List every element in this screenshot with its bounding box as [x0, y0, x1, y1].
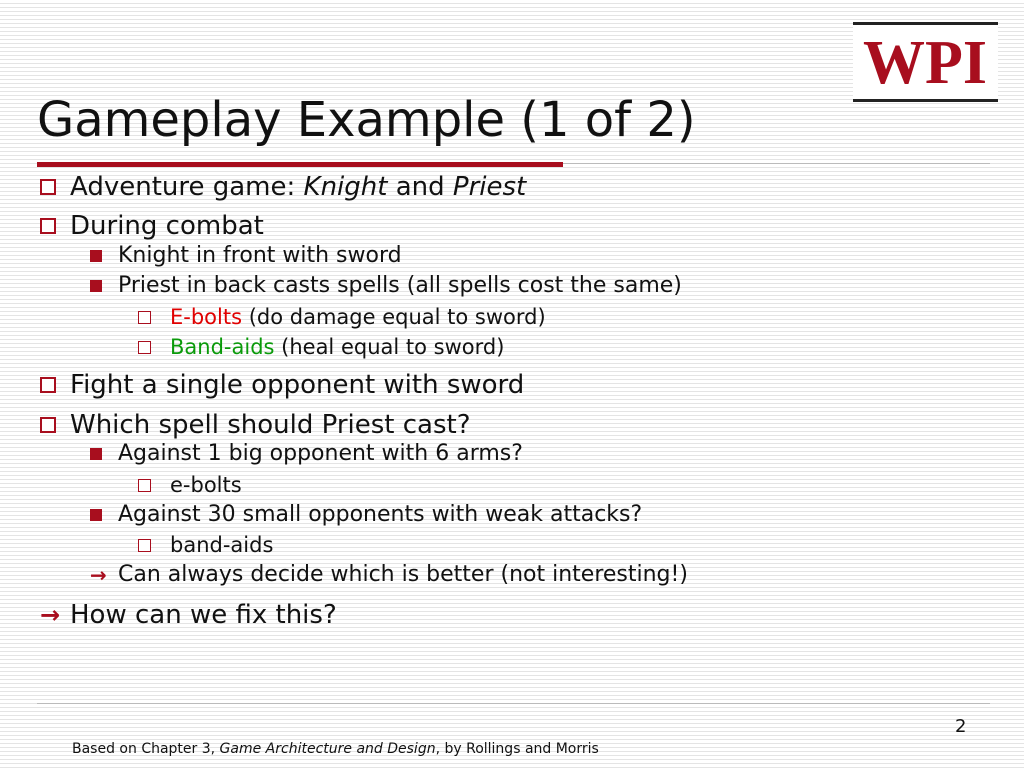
footer-citation: Based on Chapter 3, Game Architecture and Design, by Rollings and Morris — [72, 741, 599, 757]
bullet-text: Priest in back casts spells (all spells cost the same) — [118, 273, 682, 298]
sub-bullet-big-opponent — [90, 441, 523, 466]
wpi-logo-text: WPI — [863, 31, 987, 93]
bullet-text: Adventure game: Knight and Priest — [70, 172, 527, 202]
bullet-text: Against 30 small opponents with weak attacks? — [118, 502, 643, 527]
sub-sub-bullet-band-aids — [138, 533, 273, 557]
sub-bullet-priest — [90, 273, 682, 298]
filled-square-bullet-icon — [90, 441, 118, 466]
bullet-text: Knight in front with sword — [118, 243, 402, 268]
hollow-square-bullet-icon — [138, 305, 170, 329]
title-underline-rule — [563, 163, 990, 164]
sub-sub-bullet-ebolts — [138, 305, 546, 329]
bullet-text: How can we fix this? — [70, 600, 337, 630]
filled-square-bullet-icon — [90, 243, 118, 268]
ebolts-highlight: E-bolts — [170, 305, 243, 329]
hollow-square-bullet-icon — [138, 533, 170, 557]
arrow-right-icon: → — [40, 601, 61, 629]
bullet-text: Against 1 big opponent with 6 arms? — [118, 441, 523, 466]
page-number: 2 — [955, 716, 967, 737]
bullet-text: e-bolts — [170, 473, 242, 497]
bullet-adventure-game — [40, 172, 526, 202]
bandaids-highlight: Band-aids — [170, 335, 275, 359]
bullet-text: Band-aids (heal equal to sword) — [170, 335, 505, 359]
bullet-which-spell — [40, 410, 471, 440]
hollow-square-bullet-icon — [40, 172, 70, 202]
bullet-how-fix — [40, 600, 337, 630]
bullet-text: During combat — [70, 211, 264, 241]
bullet-text: Can always decide which is better (not interesting!) — [118, 562, 688, 587]
footer-rule — [37, 703, 990, 704]
filled-square-bullet-icon — [90, 502, 118, 527]
hollow-square-bullet-icon — [138, 473, 170, 497]
hollow-square-bullet-icon — [40, 211, 70, 241]
wpi-logo-mark — [858, 31, 993, 93]
bullet-fight-opponent — [40, 370, 524, 400]
sub-bullet-always-decide — [90, 562, 688, 587]
bullet-text: band-aids — [170, 533, 274, 557]
title-underline-accent — [37, 162, 563, 167]
sub-bullet-small-opponents — [90, 502, 642, 527]
hollow-square-bullet-icon — [40, 410, 70, 440]
filled-square-bullet-icon — [90, 273, 118, 298]
hollow-square-bullet-icon — [40, 370, 70, 400]
bullet-during-combat — [40, 211, 264, 241]
slide-title: Gameplay Example (1 of 2) — [37, 92, 696, 148]
bullet-text: Which spell should Priest cast? — [70, 410, 471, 440]
hollow-square-bullet-icon — [138, 335, 170, 359]
bullet-text: E-bolts (do damage equal to sword) — [170, 305, 546, 329]
wpi-logo — [853, 22, 998, 102]
arrow-right-icon: → — [90, 562, 107, 587]
bullet-text: Fight a single opponent with sword — [70, 370, 525, 400]
sub-bullet-knight — [90, 243, 402, 268]
sub-sub-bullet-e-bolts — [138, 473, 242, 497]
sub-sub-bullet-bandaids — [138, 335, 504, 359]
